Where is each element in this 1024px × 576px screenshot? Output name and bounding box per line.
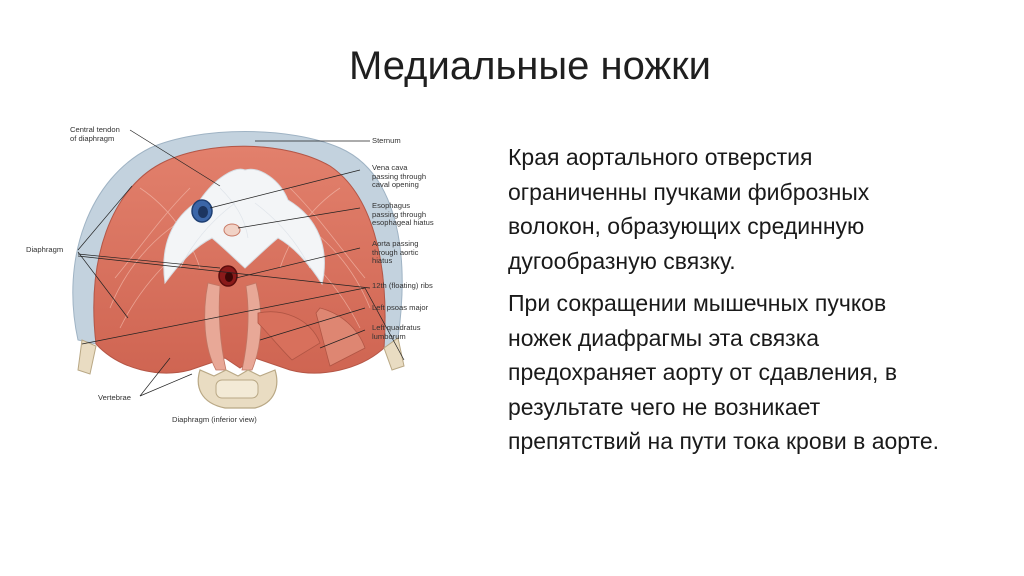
label-sternum: Sternum (372, 136, 401, 145)
label-aorta: Aorta passing through aortic hiatus (372, 239, 419, 266)
label-quadratus-lumborum: Left quadratus lumborum (372, 323, 421, 341)
diaphragm-figure (20, 108, 470, 438)
label-psoas-major: Left psoas major (372, 303, 429, 312)
slide-title: Медиальные ножки (349, 44, 711, 88)
label-central-tendon: Central tendon of diaphragm (70, 125, 120, 143)
label-vena-cava: Vena cava passing through caval opening (372, 163, 427, 190)
paragraph-2: При сокращении мышечных пучков ножек диафрагмы эта связка предохраняет аорту от сдавления, в результате чего не возникает препятствий на пути тока крови в аорте. (508, 290, 940, 454)
body-text (508, 140, 948, 467)
paragraph-1: Края аортального отверстия ограниченны пучками фиброзных волокон, образующих срединную дугообразную связку. (508, 144, 870, 274)
label-diaphragm: Diaphragm (26, 245, 64, 254)
label-vertebrae: Vertebrae (98, 393, 131, 402)
esophageal-hiatus (224, 224, 240, 236)
label-floating-ribs: 12th (floating) ribs (372, 281, 433, 290)
figure-caption: Diaphragm (inferior view) (172, 415, 257, 424)
label-esophagus: Esophagus passing through esophageal hiatus (372, 201, 434, 228)
diaphragm-illustration (20, 108, 470, 438)
rib-left (78, 340, 96, 374)
